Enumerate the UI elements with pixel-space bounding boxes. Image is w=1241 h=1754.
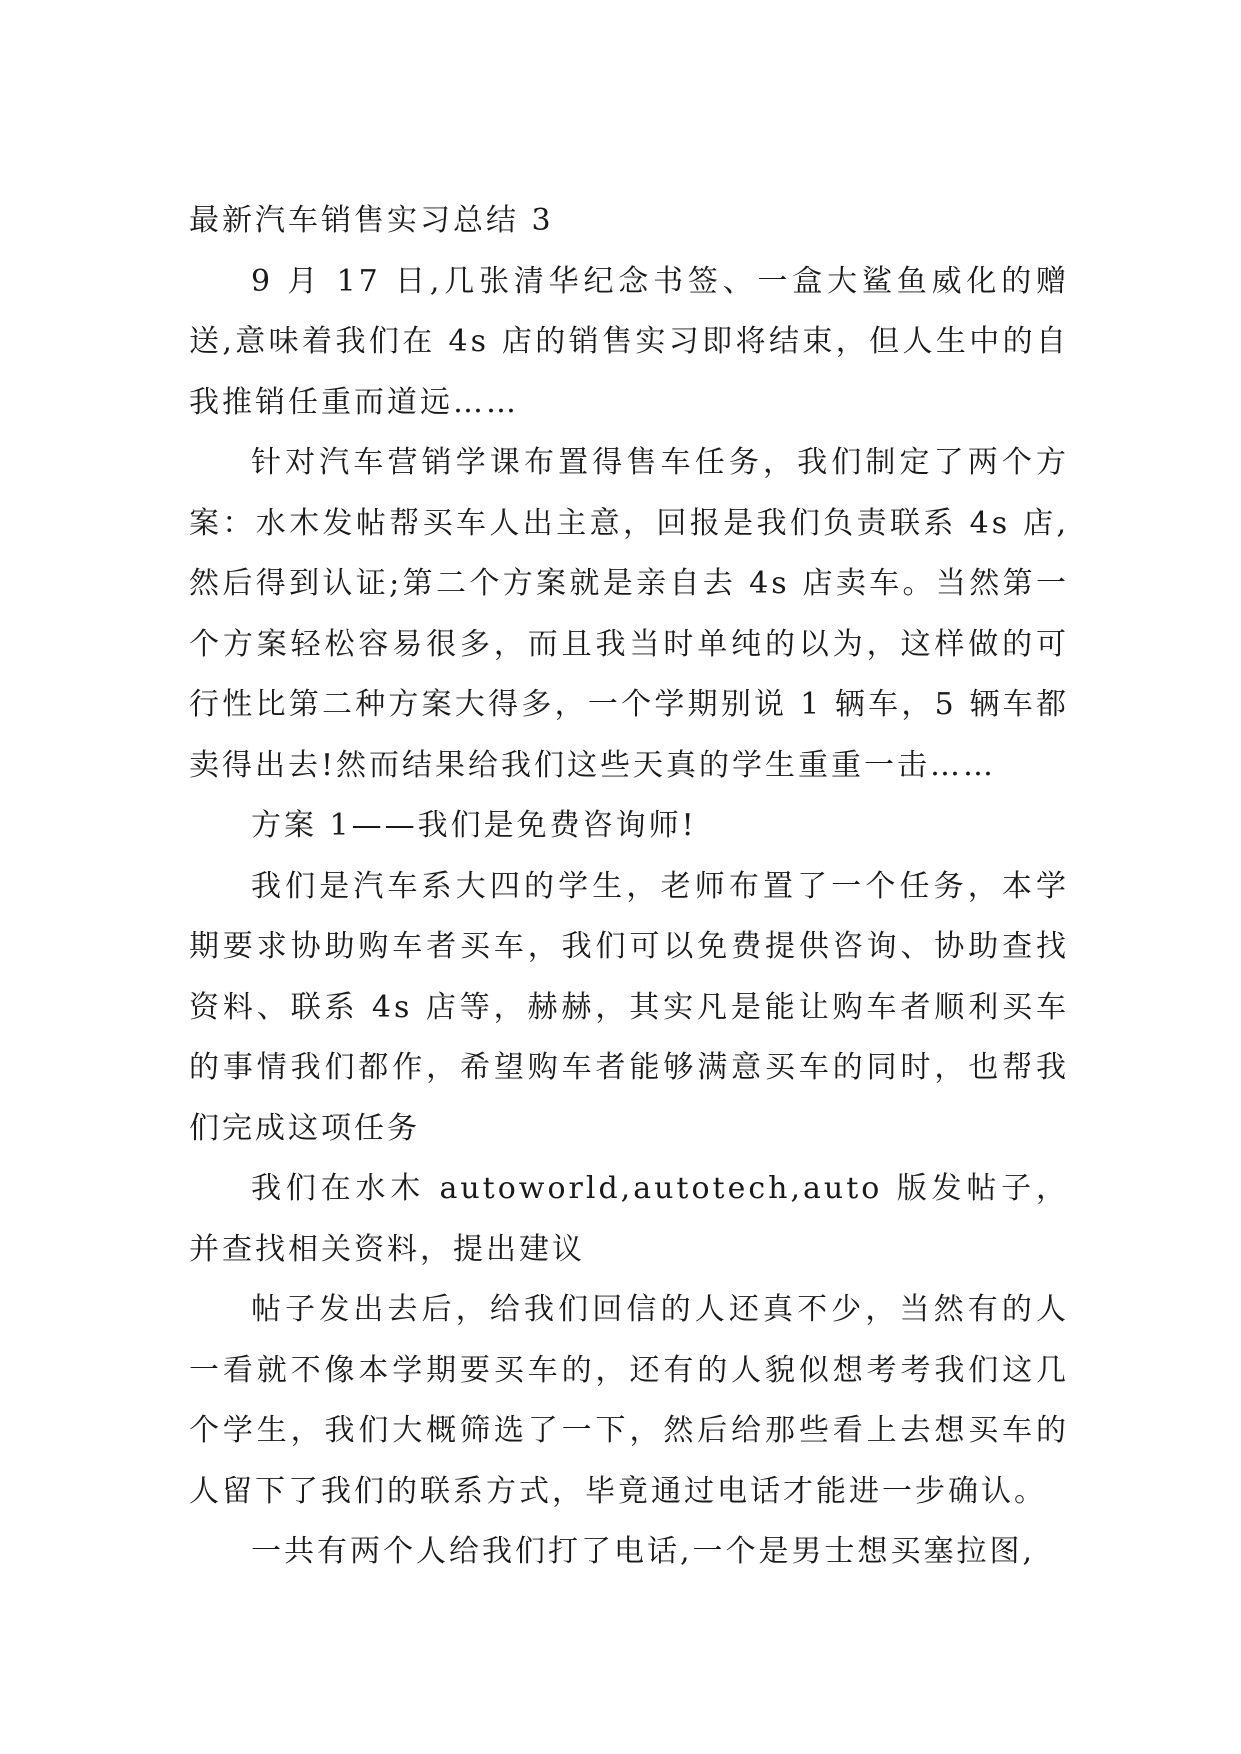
paragraph-3: 方案 1——我们是免费咨询师! <box>251 808 697 843</box>
paragraph-2: 针对汽车营销学课布置得售车任务，我们制定了两个方案：水木发帖帮买车人出主意，回报是我们负责联系 4s 店,然后得到认证;第二个方案就是亲自去 4s 店卖车。当然第一个方案轻松容易很多，而且我当时单纯的以为，这样做的可行性比第二种方案大得多，一个学期别说 1 辆车，5 辆车都卖得出去!然而结果给我们这些天真的学生重重一击…… <box>189 445 1069 783</box>
document-body <box>189 191 1069 1583</box>
document-title: 最新汽车销售实习总结 3 <box>189 203 554 238</box>
paragraph-4: 我们是汽车系大四的学生，老师布置了一个任务，本学期要求协助购车者买车，我们可以免费提供咨询、协助查找资料、联系 4s 店等，赫赫，其实凡是能让购车者顺利买车的事情我们都作，希望购车者能够满意买车的同时，也帮我们完成这项任务 <box>189 868 1069 1146</box>
paragraph-1: 9 月 17 日,几张清华纪念书签、一盒大鲨鱼威化的赠送,意味着我们在 4s 店的销售实习即将结束，但人生中的自我推销任重而道远…… <box>189 263 1069 420</box>
paragraph-6: 帖子发出去后，给我们回信的人还真不少，当然有的人一看就不像本学期要买车的，还有的人貌似想考考我们这几个学生，我们大概筛选了一下，然后给那些看上去想买车的人留下了我们的联系方式，毕竟通过电话才能进一步确认。 <box>189 1292 1069 1509</box>
paragraph-7: 一共有两个人给我们打了电话,一个是男士想买塞拉图, <box>251 1534 1036 1569</box>
paragraph-5: 我们在水木 autoworld,autotech,auto 版发帖子，并查找相关资料，提出建议 <box>189 1171 1069 1267</box>
